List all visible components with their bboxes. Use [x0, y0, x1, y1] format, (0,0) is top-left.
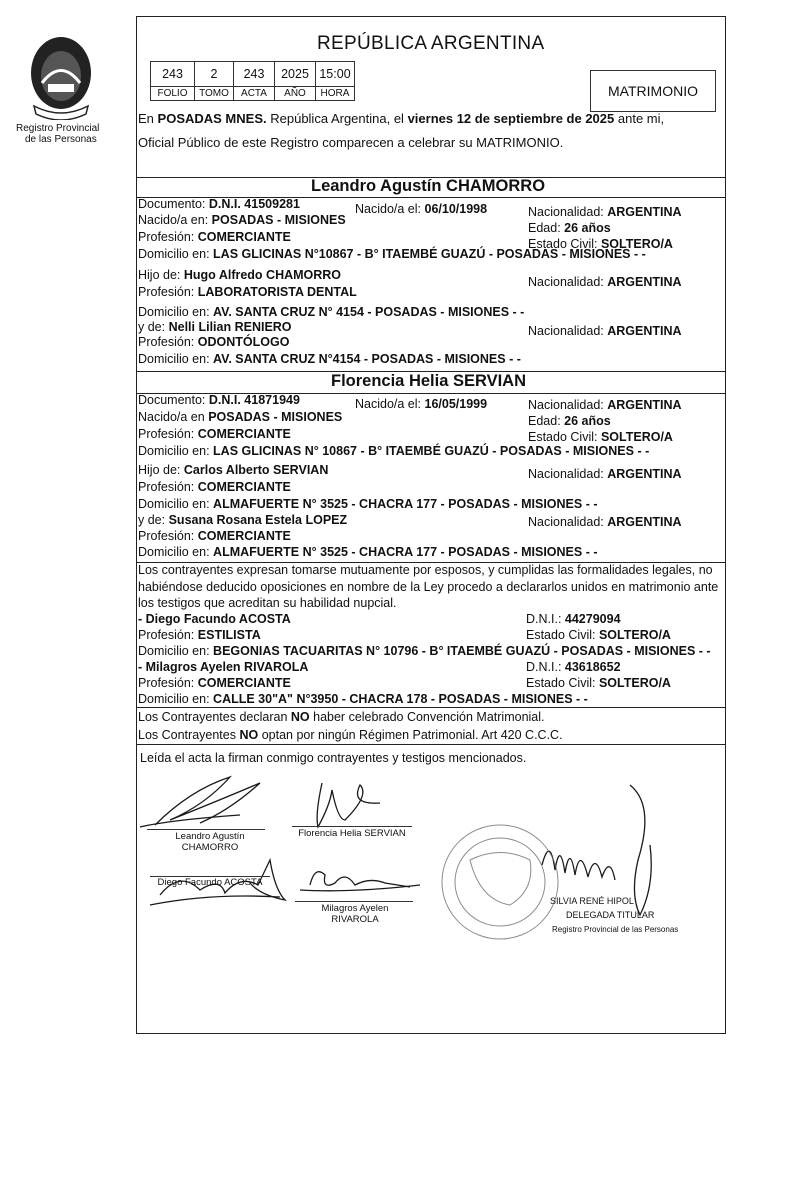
- signature-line-witness2: [295, 901, 413, 902]
- intro-line-2: Oficial Público de este Registro comparecen a celebrar su MATRIMONIO.: [138, 135, 564, 150]
- closing-statement: Leída el acta la firman conmigo contrayentes y testigos mencionados.: [140, 751, 527, 765]
- witness2-name: - Milagros Ayelen RIVAROLA: [138, 660, 309, 674]
- intro-end: ante mi,: [617, 111, 665, 126]
- spouse2-document: Documento: D.N.I. 41871949: [138, 393, 300, 407]
- witness1-name: - Diego Facundo ACOSTA: [138, 612, 291, 626]
- divider: [136, 744, 726, 745]
- spouse1-mother: y de: Nelli Lilian RENIERO: [138, 320, 292, 334]
- tomo-label: TOMO: [195, 87, 234, 101]
- spouse1-mother-address: Domicilio en: AV. SANTA CRUZ N°4154 - POSADAS - MISIONES - -: [138, 352, 521, 366]
- spouse2-father-nationality: Nacionalidad: ARGENTINA: [528, 467, 682, 481]
- document-type-box: MATRIMONIO: [590, 70, 716, 112]
- signature-witness2: Milagros Ayelen RIVAROLA: [321, 903, 389, 925]
- official-name: SILVIA RENÉ HIPOL: [550, 896, 634, 906]
- anio-label: AÑO: [275, 87, 316, 101]
- logo-label-2: de las Personas: [25, 134, 97, 145]
- spouse2-mother-address: Domicilio en: ALMAFUERTE N° 3525 - CHACRA 177 - POSADAS - MISIONES - -: [138, 545, 598, 559]
- folio-label: FOLIO: [151, 87, 195, 101]
- intro-place: POSADAS MNES.: [157, 111, 267, 126]
- spouse1-mother-profession: Profesión: ODONTÓLOGO: [138, 335, 290, 349]
- witness1-profession: Profesión: ESTILISTA: [138, 628, 261, 642]
- intro-mid: República Argentina, el: [270, 111, 404, 126]
- divider: [136, 707, 726, 708]
- spouse2-father: Hijo de: Carlos Alberto SERVIAN: [138, 463, 329, 477]
- acta-value: 243: [234, 62, 275, 87]
- tomo-value: 2: [195, 62, 234, 87]
- spouse2-mother-nationality: Nacionalidad: ARGENTINA: [528, 515, 682, 529]
- spouse2-mother-profession: Profesión: COMERCIANTE: [138, 529, 291, 543]
- spouse1-father-nationality: Nacionalidad: ARGENTINA: [528, 275, 682, 289]
- spouse2-mother: y de: Susana Rosana Estela LOPEZ: [138, 513, 348, 527]
- spouse1-birthplace: Nacido/a en: POSADAS - MISIONES: [138, 213, 346, 227]
- spouse1-document: Documento: D.N.I. 41509281: [138, 197, 300, 211]
- witness2-dni: D.N.I.: 43618652: [526, 660, 621, 674]
- spouse2-born: Nacido/a el: 16/05/1999: [355, 397, 488, 411]
- intro-date: viernes 12 de septiembre de 2025: [407, 111, 615, 126]
- regime-statement: Los Contrayentes NO optan por ningún Régimen Patrimonial. Art 420 C.C.C.: [138, 728, 563, 742]
- signature-line-spouse1: [147, 829, 265, 830]
- spouse1-father-address: Domicilio en: AV. SANTA CRUZ N° 4154 - POSADAS - MISIONES - -: [138, 305, 525, 319]
- spouse2-father-address: Domicilio en: ALMAFUERTE N° 3525 - CHACRA 177 - POSADAS - MISIONES - -: [138, 497, 598, 511]
- spouse2-father-profession: Profesión: COMERCIANTE: [138, 480, 291, 494]
- acta-label: ACTA: [234, 87, 275, 101]
- spouse1-nationality: Nacionalidad: ARGENTINA: [528, 205, 682, 219]
- signature-spouse2: Florencia Helia SERVIAN: [298, 828, 406, 839]
- spouse1-name: Leandro Agustín CHAMORRO: [311, 177, 546, 195]
- signature-witness1: Diego Facundo ACOSTA: [157, 877, 263, 888]
- spouse1-father-profession: Profesión: LABORATORISTA DENTAL: [138, 285, 357, 299]
- spouse1-age: Edad: 26 años: [528, 221, 611, 235]
- spouse1-profession: Profesión: COMERCIANTE: [138, 230, 291, 244]
- spouse1-mother-nationality: Nacionalidad: ARGENTINA: [528, 324, 682, 338]
- spouse1-civil-status: Estado Civil: SOLTERO/A: [528, 237, 673, 251]
- hora-value: 15:00: [316, 62, 355, 87]
- witness1-civil-status: Estado Civil: SOLTERO/A: [526, 628, 671, 642]
- logo-label-1: Registro Provincial: [16, 123, 100, 134]
- intro-en: En: [138, 111, 154, 126]
- signature-spouse1: Leandro Agustín CHAMORRO: [175, 831, 245, 853]
- official-stamp: [442, 825, 558, 939]
- page-title: REPÚBLICA ARGENTINA: [317, 33, 545, 54]
- anio-value: 2025: [275, 62, 316, 87]
- folio-value: 243: [151, 62, 195, 87]
- witness1-dni: D.N.I.: 44279094: [526, 612, 621, 626]
- spouse2-civil-status: Estado Civil: SOLTERO/A: [528, 430, 673, 444]
- marriage-statement: Los contrayentes expresan tomarse mutuamente por esposos, y cumplidas las formalidades legales, no habiéndose deducido oposiciones en nombre de la Ley procedo a declararlos unidos en matrimonio ante los testigos que acreditan su habilidad nupcial.: [138, 563, 719, 610]
- province-seal-icon: [20, 28, 102, 120]
- spouse2-name: Florencia Helia SERVIAN: [331, 372, 527, 390]
- official-role: DELEGADA TITULAR: [566, 910, 655, 920]
- spouse1-born: Nacido/a el: 06/10/1998: [355, 202, 488, 216]
- witness2-profession: Profesión: COMERCIANTE: [138, 676, 291, 690]
- hora-label: HORA: [316, 87, 355, 101]
- signature-line-spouse2: [292, 826, 412, 827]
- province-logo: [20, 28, 102, 120]
- official-office: Registro Provincial de las Personas: [552, 925, 679, 934]
- spouse1-father: Hijo de: Hugo Alfredo CHAMORRO: [138, 268, 342, 282]
- spouse2-age: Edad: 26 años: [528, 414, 611, 428]
- spouse2-birthplace: Nacido/a en POSADAS - MISIONES: [138, 410, 343, 424]
- spouse2-profession: Profesión: COMERCIANTE: [138, 427, 291, 441]
- spouse2-nationality: Nacionalidad: ARGENTINA: [528, 398, 682, 412]
- registry-table: [150, 61, 355, 101]
- spouse2-address: Domicilio en: LAS GLICINAS N° 10867 - B° ITAEMBÉ GUAZÚ - POSADAS - MISIONES - -: [138, 444, 650, 458]
- witness2-civil-status: Estado Civil: SOLTERO/A: [526, 676, 671, 690]
- intro-line-1: [138, 111, 664, 126]
- convention-statement: Los Contrayentes declaran NO haber celebrado Convención Matrimonial.: [138, 710, 545, 724]
- witness2-address: Domicilio en: CALLE 30"A" N°3950 - CHACRA 178 - POSADAS - MISIONES - -: [138, 692, 588, 706]
- spouse1-address: Domicilio en: LAS GLICINAS N°10867 - B° ITAEMBÉ GUAZÚ - POSADAS - MISIONES - -: [138, 247, 646, 261]
- witness1-address: Domicilio en: BEGONIAS TACUARITAS N° 10796 - B° ITAEMBÉ GUAZÚ - POSADAS - MISIONES - -: [138, 644, 711, 658]
